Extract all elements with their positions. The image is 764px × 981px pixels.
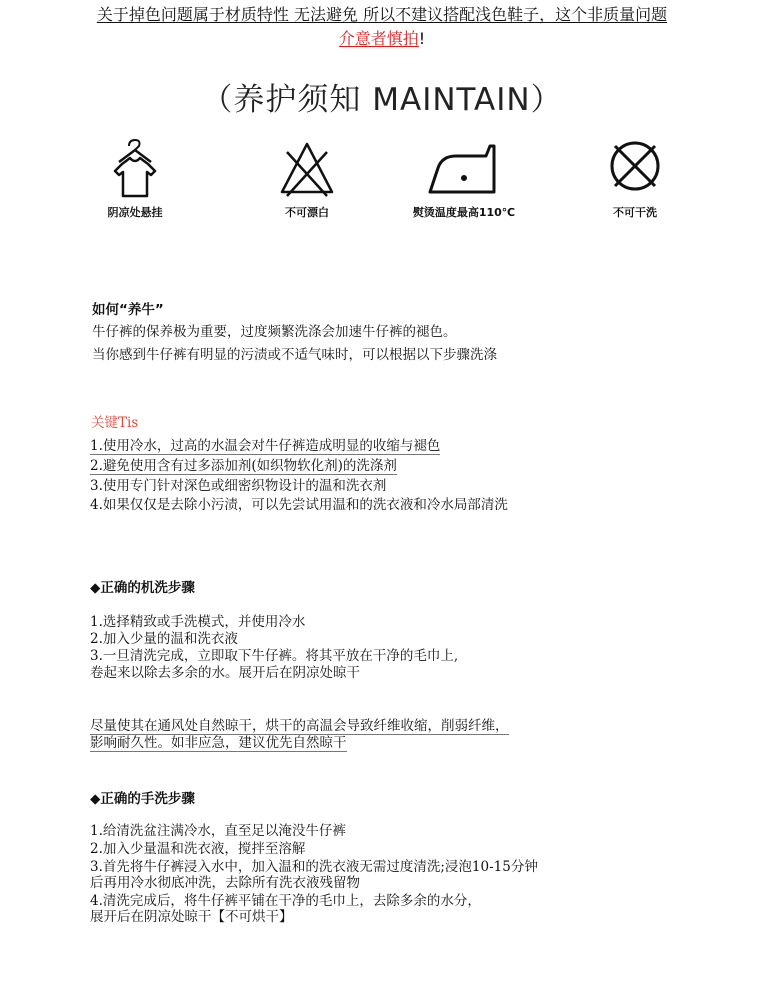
hand-line-2: 2.加入少量温和洗衣液，搅拌至溶解 [90, 841, 306, 857]
machine-heading: ◆正确的机洗步骤 [90, 580, 195, 596]
hand-line-3: 3.首先将牛仔裤浸入水中，加入温和的洗衣液无需过度清洗;浸泡10-15分钟 [90, 859, 538, 875]
iron-icon [426, 138, 502, 198]
dry-note-line-2: 影响耐久性。如非应急，建议优先自然晾干 [90, 735, 347, 751]
intro-heading: 如何“养牛” [92, 302, 164, 318]
tips-item-4: 4.如果仅仅是去除小污渍，可以先尝试用温和的洗衣液和冷水局部清洗 [90, 497, 508, 513]
machine-line-2: 2.加入少量的温和洗衣液 [90, 631, 238, 647]
machine-line-4: 卷起来以除去多余的水。展开后在阴凉处晾干 [90, 665, 360, 681]
intro-line-1: 牛仔裤的保养极为重要，过度频繁洗涤会加速牛仔裤的褪色。 [92, 324, 457, 340]
hand-line-4: 后再用冷水彻底冲洗，去除所有洗衣液残留物 [90, 875, 360, 891]
hand-line-5: 4.清洗完成后，将牛仔裤平铺在干净的毛巾上，去除多余的水分， [90, 893, 481, 909]
care-label-no-dryclean: 不可干洗 [613, 206, 657, 219]
hand-line-6: 展开后在阴凉处晾干【不可烘干】 [90, 909, 293, 925]
hand-heading: ◆正确的手洗步骤 [90, 791, 195, 807]
hanger-shirt-icon [105, 138, 165, 198]
dry-note-line-1: 尽量使其在通风处自然晾干，烘干的高温会导致纤维收缩，削弱纤维， [90, 718, 509, 734]
hand-line-1: 1.给清洗盆注满冷水，直至足以淹没牛仔裤 [90, 823, 346, 839]
care-label-hang-dry: 阴凉处悬挂 [107, 206, 163, 219]
notice-exclamation: ! [418, 29, 426, 48]
machine-line-3: 3.一旦清洗完成，立即取下牛仔裤。将其平放在干净的毛巾上, [90, 648, 459, 664]
notice-warning: 介意者慎拍 [338, 29, 419, 48]
care-label-iron: 熨烫温度最高110℃ [412, 206, 516, 219]
no-bleach-icon [277, 138, 337, 198]
page-title: （养护须知 MAINTAIN） [201, 82, 563, 118]
care-item-hang-dry [80, 138, 190, 220]
no-dryclean-icon [605, 138, 665, 198]
care-item-no-bleach [252, 138, 362, 220]
notice-line-2 [0, 28, 764, 50]
machine-line-1: 1.选择精致或手洗模式，并使用冷水 [90, 614, 306, 630]
tips-heading: 关键Tis [91, 415, 139, 431]
notice-line-1: 关于掉色问题属于材质特性 无法避免 所以不建议搭配浅色鞋子，这个非质量问题 [96, 5, 668, 24]
care-label-no-bleach: 不可漂白 [285, 206, 329, 219]
care-item-no-dryclean [580, 138, 690, 220]
care-item-iron [409, 138, 519, 220]
tips-item-1: 1.使用冷水，过高的水温会对牛仔裤造成明显的收缩与褪色 [90, 438, 441, 454]
tips-item-3: 3.使用专门针对深色或细密织物设计的温和洗衣剂 [90, 478, 387, 494]
tips-item-2: 2.避免使用含有过多添加剂(如织物软化剂)的洗涤剂 [90, 458, 397, 474]
intro-line-2: 当你感到牛仔裤有明显的污渍或不适气味时，可以根据以下步骤洗涤 [92, 347, 497, 363]
